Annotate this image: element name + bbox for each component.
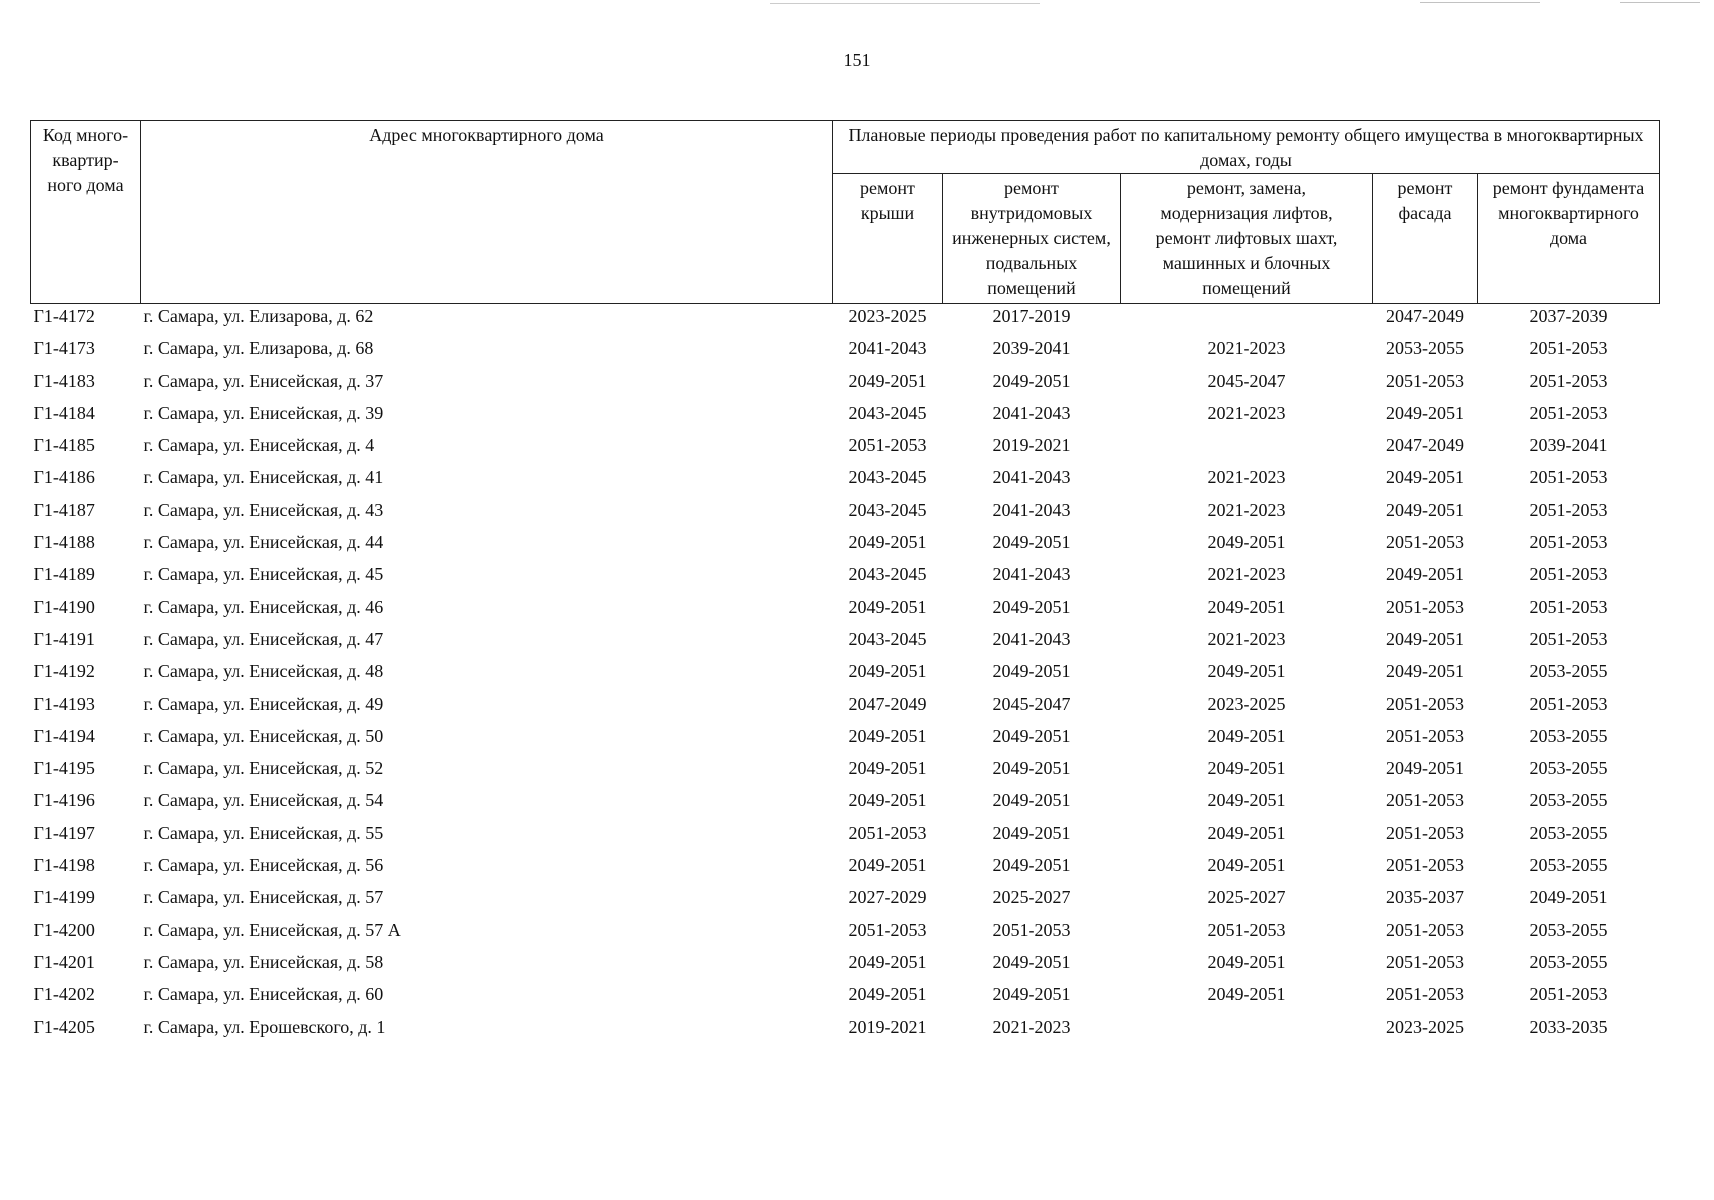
cell-address: г. Самара, ул. Енисейская, д. 54	[143, 790, 384, 811]
cell-roof: 2049-2051	[848, 790, 927, 811]
table-row	[31, 465, 1660, 497]
cell-foundation: 2053-2055	[1529, 822, 1608, 843]
table-row	[31, 304, 1660, 337]
scan-artifact-line	[1620, 2, 1700, 3]
cell-foundation: 2053-2055	[1529, 790, 1608, 811]
cell-roof: 2043-2045	[848, 499, 927, 520]
cell-engineering: 2049-2051	[992, 984, 1071, 1005]
header-planned-periods	[833, 121, 1660, 174]
cell-address: г. Самара, ул. Енисейская, д. 41	[143, 467, 384, 488]
table-row	[31, 885, 1660, 917]
cell-engineering: 2045-2047	[992, 693, 1071, 714]
cell-address: г. Самара, ул. Енисейская, д. 56	[143, 855, 384, 876]
cell-engineering: 2041-2043	[992, 564, 1071, 585]
cell-address: г. Самара, ул. Енисейская, д. 57 А	[143, 919, 401, 940]
cell-foundation: 2051-2053	[1529, 984, 1608, 1005]
cell-facade: 2051-2053	[1386, 790, 1464, 811]
cell-facade: 2049-2051	[1386, 467, 1464, 488]
cell-address: г. Самара, ул. Енисейская, д. 52	[143, 758, 384, 779]
cell-elevators	[1121, 304, 1373, 337]
cell-facade: 2023-2025	[1386, 1016, 1464, 1037]
table-row	[31, 950, 1660, 982]
cell-address: г. Самара, ул. Енисейская, д. 58	[143, 951, 384, 972]
cell-code: Г1-4184	[33, 402, 95, 423]
cell-foundation: 2053-2055	[1529, 919, 1608, 940]
cell-facade: 2049-2051	[1386, 402, 1464, 423]
cell-elevators: 2021-2023	[1207, 628, 1286, 649]
cell-address: г. Самара, ул. Енисейская, д. 43	[143, 499, 384, 520]
cell-facade: 2051-2053	[1386, 596, 1464, 617]
cell-facade: 2047-2049	[1386, 435, 1464, 456]
scan-artifact-line	[1420, 2, 1540, 3]
cell-foundation: 2051-2053	[1529, 596, 1608, 617]
cell-facade: 2035-2037	[1386, 887, 1464, 908]
cell-foundation: 2053-2055	[1529, 951, 1608, 972]
cell-engineering: 2049-2051	[992, 370, 1071, 391]
cell-elevators: 2021-2023	[1207, 467, 1286, 488]
table-row	[31, 595, 1660, 627]
cell-roof: 2049-2051	[848, 596, 927, 617]
table-row	[31, 627, 1660, 659]
cell-address: г. Самара, ул. Енисейская, д. 37	[143, 370, 384, 391]
cell-address: г. Самара, ул. Енисейская, д. 46	[143, 596, 384, 617]
cell-foundation: 2053-2055	[1529, 725, 1608, 746]
header-code	[31, 121, 141, 304]
header-address	[141, 121, 833, 304]
cell-address: г. Самара, ул. Ерошевского, д. 1	[143, 1016, 386, 1037]
cell-foundation: 2051-2053	[1529, 628, 1608, 649]
header-roof-label: ремонт крыши	[860, 178, 915, 223]
cell-engineering: 2041-2043	[992, 467, 1071, 488]
cell-engineering: 2049-2051	[992, 596, 1071, 617]
cell-foundation: 2053-2055	[1529, 661, 1608, 682]
header-elevators	[1121, 174, 1373, 304]
header-facade	[1373, 174, 1478, 304]
table-row	[31, 659, 1660, 691]
cell-engineering: 2049-2051	[992, 822, 1071, 843]
cell-code: Г1-4195	[33, 758, 95, 779]
cell-roof: 2049-2051	[848, 951, 927, 972]
cell-engineering: 2039-2041	[992, 338, 1071, 359]
cell-elevators: 2021-2023	[1207, 338, 1286, 359]
cell-engineering: 2019-2021	[992, 435, 1071, 456]
cell-code: Г1-4200	[33, 919, 95, 940]
cell-code: Г1-4192	[33, 661, 95, 682]
cell-code: Г1-4199	[33, 887, 95, 908]
cell-facade: 2051-2053	[1386, 855, 1464, 876]
cell-foundation: 2051-2053	[1529, 693, 1608, 714]
cell-code: Г1-4188	[33, 532, 95, 553]
table-row	[31, 369, 1660, 401]
cell-code: Г1-4187	[33, 499, 95, 520]
cell-roof: 2049-2051	[848, 855, 927, 876]
cell-code: Г1-4201	[33, 951, 95, 972]
cell-roof: 2049-2051	[848, 370, 927, 391]
capital-repair-schedule-table	[30, 120, 1660, 1047]
cell-engineering: 2049-2051	[992, 661, 1071, 682]
cell-elevators: 2049-2051	[1207, 984, 1286, 1005]
cell-foundation: 2051-2053	[1529, 564, 1608, 585]
cell-elevators: 2051-2053	[1207, 919, 1286, 940]
cell-roof: 2043-2045	[848, 467, 927, 488]
header-facade-label: ремонт фасада	[1397, 178, 1453, 223]
header-roof	[833, 174, 943, 304]
cell-engineering: 2025-2027	[992, 887, 1071, 908]
cell-engineering: 2051-2053	[992, 919, 1071, 940]
cell-facade: 2051-2053	[1386, 370, 1464, 391]
cell-code: Г1-4183	[33, 370, 95, 391]
cell-roof: 2023-2025	[848, 306, 927, 326]
cell-code: Г1-4172	[33, 306, 95, 326]
table-row	[31, 498, 1660, 530]
table-row	[31, 918, 1660, 950]
cell-address: г. Самара, ул. Енисейская, д. 55	[143, 822, 384, 843]
cell-elevators	[1121, 1015, 1373, 1047]
cell-facade: 2049-2051	[1386, 564, 1464, 585]
cell-elevators: 2049-2051	[1207, 661, 1286, 682]
header-planned-periods-label: Плановые периоды проведения работ по капитальному ремонту общего имущества в многоквартирных домах, годы	[848, 125, 1644, 170]
cell-roof: 2041-2043	[848, 338, 927, 359]
table-row	[31, 788, 1660, 820]
cell-elevators: 2025-2027	[1207, 887, 1286, 908]
cell-elevators: 2049-2051	[1207, 790, 1286, 811]
cell-elevators: 2049-2051	[1207, 596, 1286, 617]
cell-foundation: 2037-2039	[1529, 306, 1608, 326]
cell-address: г. Самара, ул. Енисейская, д. 4	[143, 435, 375, 456]
table-body	[31, 304, 1660, 1047]
cell-foundation: 2051-2053	[1529, 499, 1608, 520]
cell-address: г. Самара, ул. Енисейская, д. 49	[143, 693, 384, 714]
cell-elevators: 2049-2051	[1207, 758, 1286, 779]
cell-foundation: 2049-2051	[1529, 887, 1608, 908]
cell-roof: 2051-2053	[848, 435, 927, 456]
cell-address: г. Самара, ул. Енисейская, д. 48	[143, 661, 384, 682]
header-foundation	[1478, 174, 1660, 304]
cell-address: г. Самара, ул. Енисейская, д. 60	[143, 984, 384, 1005]
cell-elevators: 2045-2047	[1207, 370, 1286, 391]
cell-code: Г1-4198	[33, 855, 95, 876]
cell-code: Г1-4197	[33, 822, 95, 843]
cell-engineering: 2021-2023	[992, 1016, 1071, 1037]
cell-address: г. Самара, ул. Енисейская, д. 47	[143, 628, 384, 649]
cell-address: г. Самара, ул. Елизарова, д. 62	[143, 306, 374, 326]
table-row	[31, 821, 1660, 853]
cell-engineering: 2049-2051	[992, 951, 1071, 972]
cell-foundation: 2051-2053	[1529, 532, 1608, 553]
cell-facade: 2051-2053	[1386, 984, 1464, 1005]
cell-address: г. Самара, ул. Енисейская, д. 50	[143, 725, 384, 746]
table-row	[31, 724, 1660, 756]
table-row	[31, 401, 1660, 433]
table-row	[31, 1015, 1660, 1047]
cell-roof: 2043-2045	[848, 628, 927, 649]
table-row	[31, 530, 1660, 562]
page-number: 151	[843, 50, 871, 70]
cell-roof: 2049-2051	[848, 661, 927, 682]
cell-code: Г1-4196	[33, 790, 95, 811]
cell-code: Г1-4202	[33, 984, 95, 1005]
cell-roof: 2051-2053	[848, 919, 927, 940]
header-code-label: Код много- квартир- ного дома	[42, 125, 129, 195]
cell-engineering: 2049-2051	[992, 725, 1071, 746]
cell-engineering: 2017-2019	[992, 306, 1071, 326]
cell-elevators: 2049-2051	[1207, 855, 1286, 876]
cell-facade: 2051-2053	[1386, 725, 1464, 746]
cell-engineering: 2049-2051	[992, 532, 1071, 553]
header-engineering-label: ремонт внутридомовых инженерных систем, подвальных помещений	[952, 178, 1111, 298]
cell-roof: 2027-2029	[848, 887, 927, 908]
cell-address: г. Самара, ул. Енисейская, д. 44	[143, 532, 384, 553]
cell-facade: 2051-2053	[1386, 693, 1464, 714]
cell-foundation: 2051-2053	[1529, 338, 1608, 359]
cell-engineering: 2049-2051	[992, 758, 1071, 779]
cell-facade: 2053-2055	[1386, 338, 1464, 359]
cell-elevators: 2021-2023	[1207, 402, 1286, 423]
scan-artifact-line	[770, 3, 1040, 4]
cell-roof: 2019-2021	[848, 1016, 927, 1037]
cell-facade: 2049-2051	[1386, 661, 1464, 682]
cell-foundation: 2039-2041	[1529, 435, 1608, 456]
table-row	[31, 433, 1660, 465]
cell-engineering: 2049-2051	[992, 790, 1071, 811]
table-row	[31, 562, 1660, 594]
cell-address: г. Самара, ул. Елизарова, д. 68	[143, 338, 374, 359]
cell-facade: 2047-2049	[1386, 306, 1464, 326]
cell-code: Г1-4194	[33, 725, 95, 746]
cell-engineering: 2041-2043	[992, 628, 1071, 649]
cell-code: Г1-4190	[33, 596, 95, 617]
cell-roof: 2049-2051	[848, 532, 927, 553]
cell-code: Г1-4205	[33, 1016, 95, 1037]
cell-roof: 2051-2053	[848, 822, 927, 843]
cell-roof: 2049-2051	[848, 725, 927, 746]
cell-foundation: 2051-2053	[1529, 402, 1608, 423]
cell-roof: 2047-2049	[848, 693, 927, 714]
cell-facade: 2049-2051	[1386, 758, 1464, 779]
cell-elevators: 2049-2051	[1207, 822, 1286, 843]
cell-elevators: 2021-2023	[1207, 499, 1286, 520]
cell-elevators: 2023-2025	[1207, 693, 1286, 714]
cell-code: Г1-4173	[33, 338, 95, 359]
header-elevators-label: ремонт, замена, модернизация лифтов, ремонт лифтовых шахт, машинных и блочных помещений	[1155, 178, 1338, 298]
cell-code: Г1-4185	[33, 435, 95, 456]
header-foundation-label: ремонт фундамента многоквартирного дома	[1492, 178, 1645, 248]
cell-roof: 2049-2051	[848, 758, 927, 779]
cell-code: Г1-4186	[33, 467, 95, 488]
cell-foundation: 2053-2055	[1529, 758, 1608, 779]
table-row	[31, 982, 1660, 1014]
cell-facade: 2051-2053	[1386, 919, 1464, 940]
cell-facade: 2051-2053	[1386, 532, 1464, 553]
cell-address: г. Самара, ул. Енисейская, д. 39	[143, 402, 384, 423]
cell-elevators	[1121, 433, 1373, 465]
cell-facade: 2051-2053	[1386, 822, 1464, 843]
cell-address: г. Самара, ул. Енисейская, д. 45	[143, 564, 384, 585]
table-row	[31, 336, 1660, 368]
cell-facade: 2051-2053	[1386, 951, 1464, 972]
cell-engineering: 2041-2043	[992, 402, 1071, 423]
table-row	[31, 756, 1660, 788]
cell-elevators: 2049-2051	[1207, 532, 1286, 553]
cell-engineering: 2049-2051	[992, 855, 1071, 876]
header-address-label: Адрес многоквартирного дома	[369, 125, 604, 145]
cell-engineering: 2041-2043	[992, 499, 1071, 520]
table-row	[31, 853, 1660, 885]
cell-foundation: 2051-2053	[1529, 370, 1608, 391]
table-row	[31, 692, 1660, 724]
cell-elevators: 2021-2023	[1207, 564, 1286, 585]
cell-foundation: 2051-2053	[1529, 467, 1608, 488]
cell-code: Г1-4189	[33, 564, 95, 585]
cell-roof: 2049-2051	[848, 984, 927, 1005]
cell-code: Г1-4193	[33, 693, 95, 714]
cell-facade: 2049-2051	[1386, 499, 1464, 520]
cell-foundation: 2053-2055	[1529, 855, 1608, 876]
cell-facade: 2049-2051	[1386, 628, 1464, 649]
cell-roof: 2043-2045	[848, 402, 927, 423]
cell-elevators: 2049-2051	[1207, 725, 1286, 746]
cell-elevators: 2049-2051	[1207, 951, 1286, 972]
cell-foundation: 2033-2035	[1529, 1016, 1608, 1037]
cell-roof: 2043-2045	[848, 564, 927, 585]
cell-code: Г1-4191	[33, 628, 95, 649]
cell-address: г. Самара, ул. Енисейская, д. 57	[143, 887, 384, 908]
header-engineering	[943, 174, 1121, 304]
